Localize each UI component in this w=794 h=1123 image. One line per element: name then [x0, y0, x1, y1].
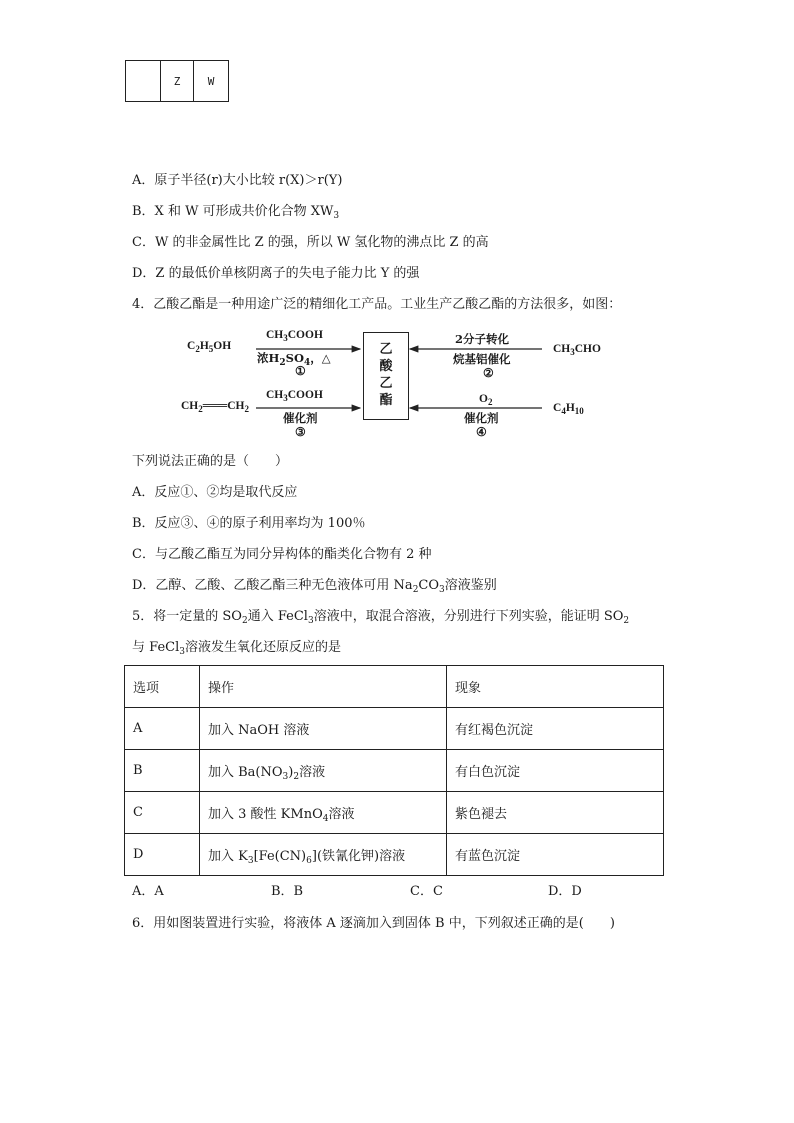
table-cell-w: W: [194, 61, 229, 102]
header-phenomenon: 现象: [447, 666, 664, 708]
table-cell: 有蓝色沉淀: [447, 834, 664, 876]
table-cell: A: [125, 708, 200, 750]
q5-choice-d: D．D: [548, 884, 582, 899]
q4-question: 下列说法正确的是（ ）: [132, 454, 289, 469]
table-cell: 有红褐色沉淀: [447, 708, 664, 750]
reaction-number-2: ②: [483, 366, 494, 380]
reaction-number-3: ③: [295, 425, 306, 439]
table-row: [125, 834, 664, 876]
condition-catalyst-4: 催化剂: [464, 411, 499, 425]
q3-option-c: C．W 的非金属性比 Z 的强，所以 W 氢化物的沸点比 Z 的高: [132, 235, 489, 250]
q5-stem-line1: 5．将一定量的 $SO_2$通入 FeCl$_3$溶液中，取混合溶液，分别进行下列实验，能证明 $SO_2$: [132, 609, 630, 626]
table-cell: C: [125, 792, 200, 834]
q5-choice-a: A．A: [132, 884, 164, 899]
condition-acetic-acid-3: $CH_3COOH$: [266, 389, 323, 403]
q4-stem: 4．乙酸乙酯是一种用途广泛的精细化工产品。工业生产乙酸乙酯的方法很多，如图：: [132, 297, 622, 312]
table-cell: D: [125, 834, 200, 876]
table-cell: 加入 NaOH 溶液: [200, 708, 447, 750]
q4-option-d: D．乙醇、乙酸、乙酸乙酯三种无色液体可用 $Na_2CO_3$溶液鉴别: [132, 578, 497, 595]
reaction-number-4: ④: [476, 425, 487, 439]
table-cell: B: [125, 750, 200, 792]
reaction-number-1: ①: [295, 364, 306, 378]
table-cell: 紫色褪去: [447, 792, 664, 834]
q4-option-a: A．反应①、②均是取代反应: [132, 485, 298, 500]
condition-conc-sulfuric: 浓$H_2SO_4$，△: [257, 351, 331, 368]
q5-choice-c: C．C: [410, 884, 443, 899]
condition-acetic-acid-1: $CH_3COOH$: [266, 329, 323, 343]
table-cell-z: Z: [161, 61, 194, 102]
condition-catalyst-3: 催化剂: [283, 411, 318, 425]
condition-alkylaluminum: 烷基铝催化: [453, 352, 511, 366]
experiment-table: [124, 665, 664, 876]
reactant-ethylene: $CH_2═══CH_2$: [181, 400, 249, 414]
q6-stem: 6．用如图装置进行实验，将液体 A 逐滴加入到固体 B 中，下列叙述正确的是( ): [132, 916, 615, 931]
q4-option-b: B．反应③、④的原子利用率均为 100％: [132, 516, 366, 531]
q3-option-a: A．原子半径(r)大小比较 r(X)＞r(Y): [132, 173, 343, 188]
table-cell: 加入 $Ba(NO_3)_2$溶液: [200, 750, 447, 792]
condition-dimerization: 2分子转化: [455, 332, 510, 346]
table-cell: 加入 3 酸性 KMnO$_4$溶液: [200, 792, 447, 834]
q3-option-b: B．X 和 W 可形成共价化合物 $XW_3$: [132, 204, 340, 221]
condition-oxygen: $O_2$: [479, 393, 493, 407]
q5-stem-line2: 与 FeCl$_3$溶液发生氧化还原反应的是: [132, 640, 341, 657]
product-box-ethyl-acetate: 乙 酸 乙 酯: [363, 332, 409, 420]
reactant-acetaldehyde: $CH_3CHO$: [553, 343, 601, 357]
reactant-butane: $C_4H_{10}$: [553, 402, 584, 416]
table-row: [125, 750, 664, 792]
q4-option-c: C．与乙酸乙酯互为同分异构体的酯类化合物有 2 种: [132, 547, 432, 562]
table-cell: 加入 $K_3[Fe(CN)_6]$(铁氰化钾)溶液: [200, 834, 447, 876]
header-operation: 操作: [200, 666, 447, 708]
table-header-row: [125, 666, 664, 708]
reactant-ethanol: $C_2H_5OH$: [187, 340, 232, 354]
table-row: [125, 708, 664, 750]
table-cell: 有白色沉淀: [447, 750, 664, 792]
table-row: [125, 792, 664, 834]
q5-choice-b: B．B: [271, 884, 304, 899]
q3-option-d: D．Z 的最低价单核阴离子的失电子能力比 Y 的强: [132, 266, 420, 281]
header-option: 选项: [125, 666, 200, 708]
